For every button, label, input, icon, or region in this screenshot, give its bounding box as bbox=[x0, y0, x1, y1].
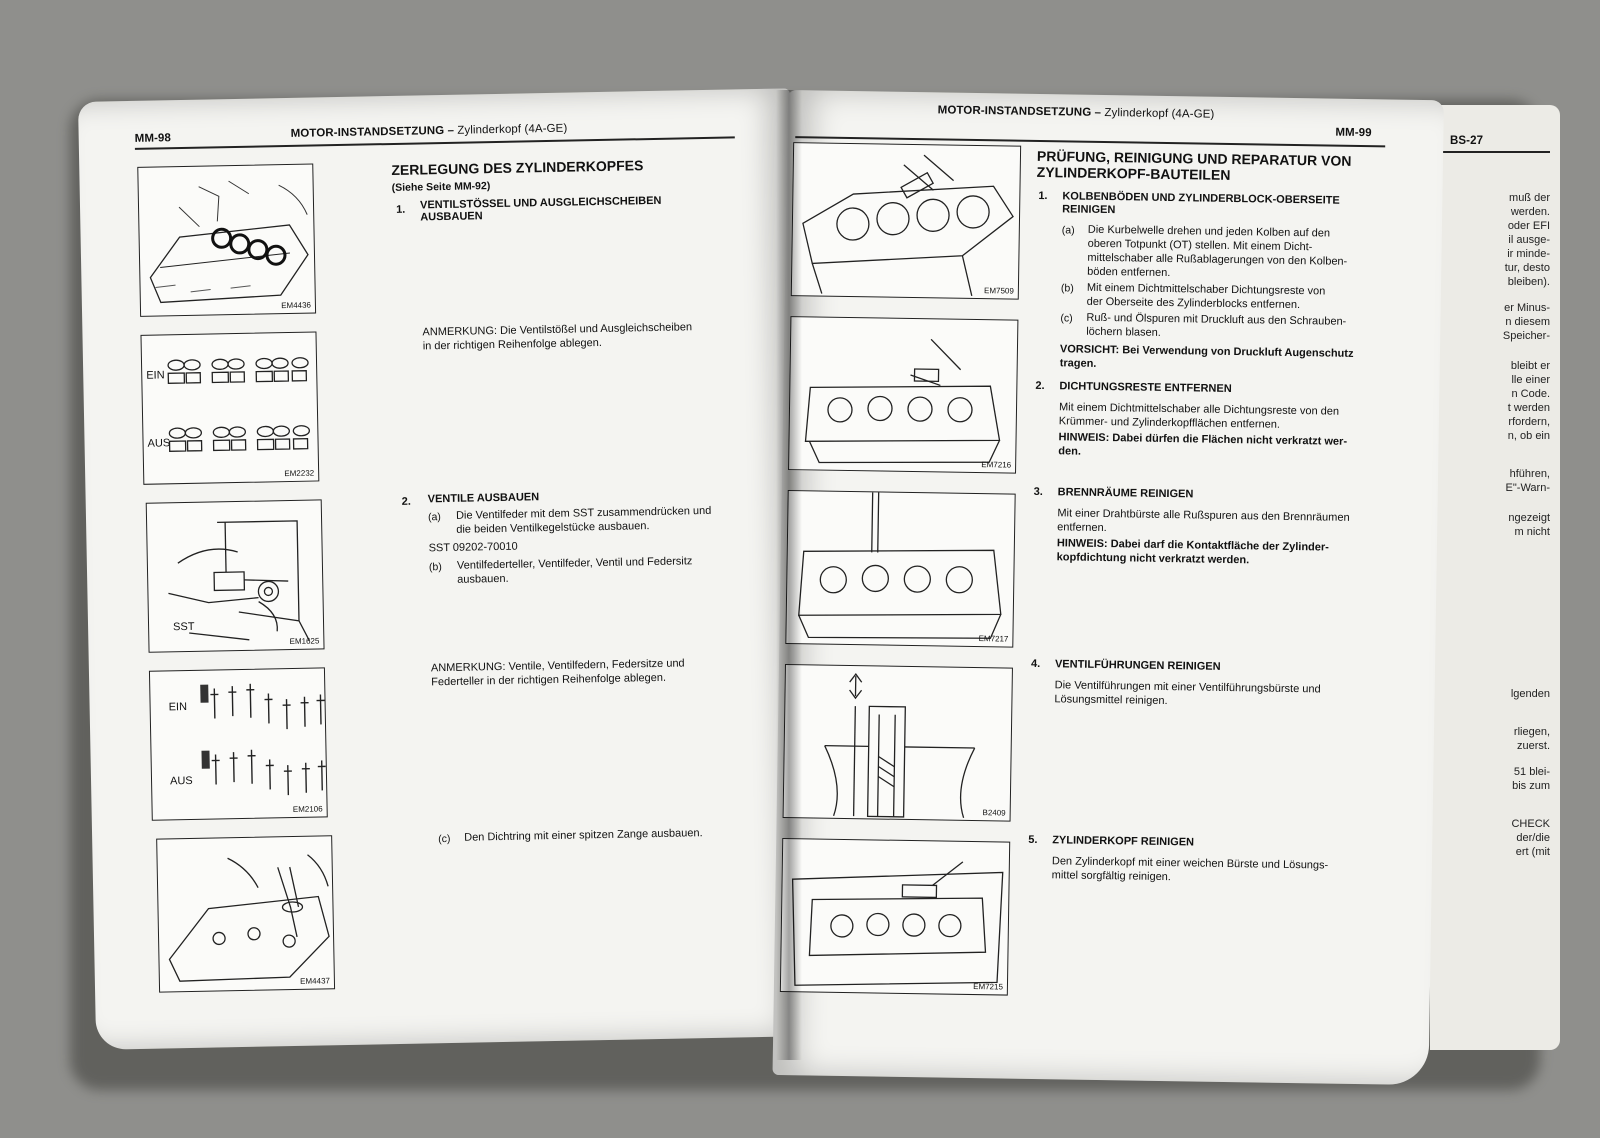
s5-number: 5. bbox=[1028, 833, 1038, 847]
figure-code: EM2232 bbox=[284, 468, 315, 479]
s2-text: Mit einem Dichtmittelschaber alle Dichtungsreste von den Krümmer- und Zylinderkopfflächen entfernen. bbox=[1058, 401, 1340, 431]
figure-code: EM7216 bbox=[981, 460, 1012, 470]
left-header-rule bbox=[135, 136, 735, 149]
figure-code: EM4436 bbox=[281, 300, 312, 311]
next-page-text-5: ngezeigt m nicht bbox=[1508, 512, 1550, 538]
s2-title: DICHTUNGSRESTE ENTFERNEN bbox=[1059, 380, 1232, 396]
s1-title: KOLBENBÖDEN UND ZYLINDERBLOCK-OBERSEITE REINIGEN bbox=[1062, 190, 1340, 217]
right-page-number: MM-99 bbox=[1335, 126, 1372, 140]
right-page-header: MOTOR-INSTANDSETZUNG – Zylinderkopf (4A-GE) bbox=[937, 104, 1215, 121]
s1b-marker: (b) bbox=[1060, 282, 1074, 295]
figure-combustion-chambers bbox=[785, 490, 1015, 648]
s1a-marker: (a) bbox=[1061, 224, 1075, 237]
s3-number: 3. bbox=[1033, 485, 1043, 499]
sst-number: SST 09202-70010 bbox=[428, 540, 518, 555]
next-page-text-2: er Minus- n diesem Speicher- bbox=[1502, 302, 1550, 342]
figure-seal-removal bbox=[156, 835, 335, 992]
label-in: EIN bbox=[146, 369, 165, 382]
next-page-text-3: bleibt er lle einer n Code. t werden rfordern, n, ob ein bbox=[1507, 360, 1550, 442]
caution-compressed-air: VORSICHT: Bei Verwendung von Druckluft Augenschutz tragen. bbox=[1059, 343, 1354, 370]
figure-code: EM2106 bbox=[292, 804, 323, 815]
guide-brush-illustration bbox=[784, 665, 1012, 821]
s4-number: 4. bbox=[1030, 657, 1041, 671]
book-gutter bbox=[776, 90, 802, 1060]
next-page-text-7: rliegen, zuerst. bbox=[1513, 726, 1550, 752]
figure-code: EM7215 bbox=[973, 982, 1004, 992]
left-title: ZERLEGUNG DES ZYLINDERKOPFES bbox=[391, 157, 644, 178]
solvent-tub-illustration bbox=[781, 839, 1009, 995]
s3-hint: HINWEIS: Dabei darf die Kontaktfläche der Zylinder- kopfdichtung nicht verkratzt werden. bbox=[1056, 537, 1329, 567]
next-page-text-6: lgenden bbox=[1510, 688, 1550, 700]
s3-title: BRENNRÄUME REINIGEN bbox=[1057, 486, 1194, 501]
valve-layout-illustration bbox=[150, 668, 327, 819]
s1c-text: Ruß- und Ölspuren mit Druckluft aus den Schrauben- löchern blasen. bbox=[1086, 311, 1347, 339]
step1-number: 1. bbox=[396, 203, 406, 216]
s3-text: Mit einer Drahtbürste alle Rußspuren aus den Brennräumen entfernen. bbox=[1057, 507, 1350, 535]
note-valves: ANMERKUNG: Ventile, Ventilfedern, Federsitze und Federteller in der richtigen Reihenfolge ablegen. bbox=[430, 657, 685, 689]
figure-code: EM7509 bbox=[984, 286, 1014, 296]
next-page-number: BS-27 bbox=[1450, 135, 1484, 147]
step2a-marker: (a) bbox=[427, 511, 441, 524]
s4-text: Die Ventilführungen mit einer Ventilführungsbürste und Lösungsmittel reinigen. bbox=[1054, 679, 1321, 708]
head-scraper-illustration bbox=[789, 317, 1017, 473]
next-page-text-9: CHECK der/die ert (mit bbox=[1511, 818, 1550, 858]
right-title: PRÜFUNG, REINIGUNG UND REPARATUR VON ZYLINDERKOPF-BAUTEILEN bbox=[1036, 147, 1352, 183]
s5-text: Den Zylinderkopf mit einer weichen Bürste und Lösungs- mittel sorgfältig reinigen. bbox=[1051, 855, 1329, 884]
label-sst: SST bbox=[172, 620, 195, 634]
s1b-text: Mit einem Dichtmittelschaber Dichtungsreste von der Oberseite des Zylinderblocks entfernen. bbox=[1086, 281, 1326, 312]
figure-code: EM1625 bbox=[289, 636, 320, 647]
next-page-edge bbox=[1430, 105, 1560, 1050]
s2-number: 2. bbox=[1035, 379, 1045, 393]
figure-gasket-scraping bbox=[788, 316, 1018, 474]
figure-spring-compressor bbox=[146, 499, 325, 652]
next-page-text-1: muß der werden. oder EFI il ausge- ir minde- tur, desto bleiben). bbox=[1504, 192, 1550, 288]
figure-tappet-removal bbox=[137, 163, 316, 316]
s5-title: ZYLINDERKOPF REINIGEN bbox=[1052, 834, 1195, 849]
s2-hint: HINWEIS: Dabei dürfen die Flächen nicht verkratzt wer- den. bbox=[1058, 431, 1348, 458]
wire-brush-illustration bbox=[786, 491, 1014, 647]
next-page-text-8: 51 blei- bis zum bbox=[1512, 766, 1550, 792]
left-page-number: MM-98 bbox=[134, 132, 172, 145]
figure-shim-order bbox=[140, 331, 319, 484]
figure-valve-order bbox=[149, 667, 328, 820]
engine-block-illustration bbox=[792, 143, 1020, 299]
s1-number: 1. bbox=[1038, 189, 1048, 203]
s1c-marker: (c) bbox=[1060, 312, 1073, 325]
step2c-text: Den Dichtring mit einer spitzen Zange ausbauen. bbox=[464, 827, 703, 844]
figure-code: EM7217 bbox=[978, 634, 1009, 644]
s1a-text: Die Kurbelwelle drehen und jeden Kolben auf den oberen Totpunkt (OT) stellen. Mit einem Dicht- mittelschaber alle Rußablagerungen von den Kolben- böden entfernen. bbox=[1087, 223, 1348, 280]
left-subtitle: (Siehe Seite MM-92) bbox=[391, 180, 491, 194]
label-out: AUS bbox=[147, 437, 171, 450]
step2b-text: Ventilfederteller, Ventilfeder, Ventil und Federsitz ausbauen. bbox=[456, 555, 693, 586]
figure-block-cleaning bbox=[791, 142, 1021, 300]
s4-title: VENTILFÜHRUNGEN REINIGEN bbox=[1054, 658, 1221, 673]
step2-number: 2. bbox=[401, 495, 412, 508]
pliers-illustration bbox=[157, 836, 334, 991]
note-tappets: ANMERKUNG: Die Ventilstößel und Ausgleichscheiben in der richtigen Reihenfolge ablegen. bbox=[422, 321, 693, 353]
figure-code: EM4437 bbox=[300, 976, 331, 986]
cylinder-head-illustration bbox=[138, 165, 315, 316]
figure-code: B2409 bbox=[982, 808, 1006, 818]
label-out: AUS bbox=[169, 774, 193, 788]
left-page bbox=[78, 88, 808, 1049]
left-page-header: MOTOR-INSTANDSETZUNG – Zylinderkopf (4A-GE) bbox=[290, 122, 568, 140]
shim-layout-illustration bbox=[142, 332, 319, 483]
step2b-marker: (b) bbox=[428, 561, 442, 574]
step2-title: VENTILE AUSBAUEN bbox=[427, 491, 540, 506]
next-page-text-4: hführen, E"-Warn- bbox=[1505, 468, 1550, 494]
figure-head-washing bbox=[780, 838, 1010, 996]
right-page bbox=[773, 90, 1444, 1085]
step2a-text: Die Ventilfeder mit dem SST zusammendrücken und die beiden Ventilkegelstücke ausbauen. bbox=[455, 504, 712, 536]
figure-valve-guide bbox=[783, 664, 1013, 822]
next-page-rule bbox=[1430, 151, 1550, 153]
step1-title: VENTILSTÖSSEL UND AUSGLEICHSCHEIBEN AUSBAUEN bbox=[419, 194, 662, 224]
label-in: EIN bbox=[168, 701, 188, 714]
step2c-marker: (c) bbox=[438, 832, 451, 846]
